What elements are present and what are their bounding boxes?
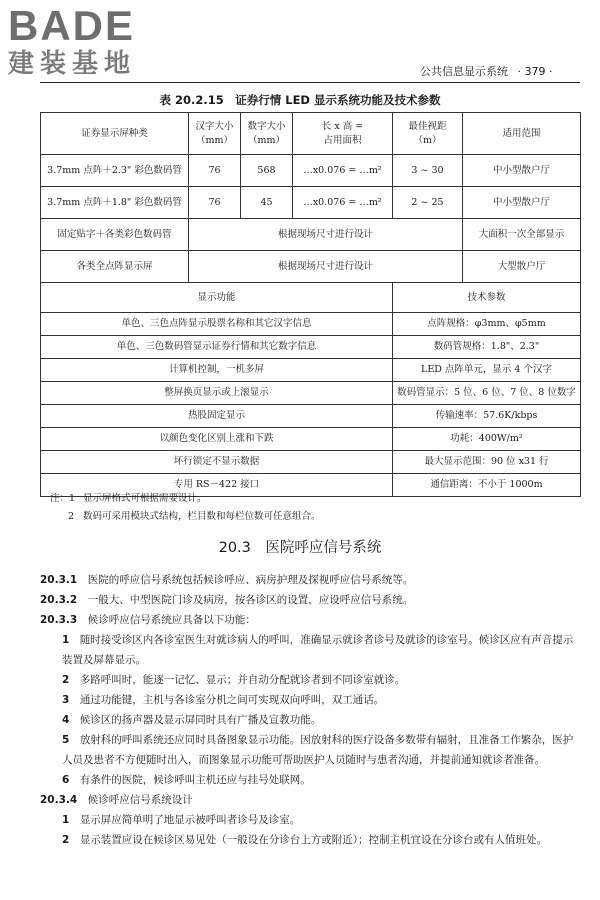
item-number: 5 [62, 734, 70, 746]
cell: 固定贴字＋各类彩色数码管 [41, 219, 189, 251]
section-title: 20.3 医院呼应信号系统 [218, 540, 382, 556]
section-body [40, 570, 580, 850]
logo [8, 4, 178, 80]
tech-header: 技术参数 [393, 283, 581, 313]
tech-cell: 最大显示范围：90 位 x31 行 [393, 451, 581, 474]
item-number: 3 [62, 694, 70, 706]
item-number: 6 [62, 774, 70, 786]
th-distance: 最佳视距 （m） [393, 113, 463, 155]
cell: …x0.076 = …m² [293, 187, 393, 219]
function-cell: 坏行锁定不显示数据 [41, 451, 393, 474]
function-header: 显示功能 [41, 283, 393, 313]
cell: 3 ~ 30 [393, 155, 463, 187]
note-text: 显示屏格式可根据需要设计。 [83, 493, 207, 504]
table-row [41, 155, 581, 187]
clause-text: 医院的呼应信号系统包括候诊呼应、病房护理及探视呼应信号系统等。 [87, 574, 414, 586]
th-area: 长 x 高 = 占用面积 [293, 113, 393, 155]
logo-cn: 建装基地 [8, 49, 137, 79]
function-header-row [41, 283, 581, 313]
cell: 3.7mm 点阵＋1.8" 彩色数码管 [41, 187, 189, 219]
table-row [41, 313, 581, 336]
function-cell: 计算机控制，一机多屏 [41, 359, 393, 382]
cell: 根据现场尺寸进行设计 [189, 219, 463, 251]
item-text: 显示装置应设在候诊区易见处（一般设在分诊台上方或附近）；控制主机宜设在分诊台或有人值班处。 [79, 834, 548, 846]
cell: 45 [241, 187, 293, 219]
clause-item [40, 730, 580, 770]
table-notes [50, 490, 321, 526]
item-text: 通过功能键，主机与各诊室分机之间可实现双向呼叫，双工通话。 [79, 694, 385, 706]
clause-item [40, 630, 580, 670]
item-number: 2 [62, 674, 70, 686]
cell: 大型散户厅 [463, 251, 581, 283]
item-text: 显示屏应简单明了地显示被呼叫者诊号及诊室。 [79, 814, 301, 826]
tech-cell: 功耗：400W/m² [393, 428, 581, 451]
cell: 根据现场尺寸进行设计 [189, 251, 463, 283]
item-text: 候诊区的扬声器及显示屏同时具有广播及宣教功能。 [79, 714, 322, 726]
function-cell: 以颜色变化区别上涨和下跌 [41, 428, 393, 451]
cell: 中小型散户厅 [463, 155, 581, 187]
clause-item [40, 690, 580, 710]
tech-cell: 传输速率：57.6K/kbps [393, 405, 581, 428]
tech-cell: 数码管显示：5 位、6 位、7 位、8 位数字 [393, 382, 581, 405]
tech-cell: 点阵规格：φ3mm、φ5mm [393, 313, 581, 336]
table-row [41, 382, 581, 405]
function-cell: 单色、三色点阵显示股票名称和其它汉字信息 [41, 313, 393, 336]
item-text: 多路呼叫时，能逐一记忆、显示；并自动分配就诊者到不同诊室就诊。 [79, 674, 406, 686]
th-type: 证券显示屏种类 [41, 113, 189, 155]
item-number: 2 [62, 834, 70, 846]
tech-cell: 通信距离：不小于 1000m [393, 474, 581, 497]
note-item [50, 508, 321, 526]
th-digit: 数字大小 （mm） [241, 113, 293, 155]
clause-number: 20.3.1 [40, 574, 78, 586]
function-cell: 专用 RS－422 接口 [41, 474, 393, 497]
table-row [41, 336, 581, 359]
clause-text: 候诊呼应信号系统设计 [87, 794, 193, 806]
tech-cell: 数码管规格：1.8"、2.3" [393, 336, 581, 359]
parameter-table [40, 112, 581, 497]
cell: 中小型散户厅 [463, 187, 581, 219]
clause-text: 候诊呼应信号系统应具备以下功能： [87, 614, 256, 626]
table-row [41, 451, 581, 474]
function-cell: 单色、三色数码管显示证券行情和其它数字信息 [41, 336, 393, 359]
cell: 568 [241, 155, 293, 187]
cell: …x0.076 = …m² [293, 155, 393, 187]
logo-brand: BADE [8, 2, 136, 49]
clause [40, 790, 580, 810]
table-caption: 表 20.2.15 证券行情 LED 显示系统功能及技术参数 [159, 93, 441, 107]
cell: 3.7mm 点阵＋2.3" 彩色数码管 [41, 155, 189, 187]
item-text: 随时接受诊区内各诊室医生对就诊病人的呼叫，准确显示就诊者诊号及就诊的诊室号。候诊区应有声音提示装置及屏幕显示。 [62, 634, 574, 666]
cell: 76 [189, 187, 241, 219]
clause [40, 610, 580, 630]
clause-number: 20.3.2 [40, 594, 78, 606]
item-number: 1 [62, 814, 70, 826]
tech-cell: LED 点阵单元，显示 4 个汉字 [393, 359, 581, 382]
th-hanzi: 汉字大小 （mm） [189, 113, 241, 155]
cell: 2 ~ 25 [393, 187, 463, 219]
clause-item [40, 830, 580, 850]
table-row [41, 428, 581, 451]
table-header-row [41, 113, 581, 155]
table-row [41, 251, 581, 283]
note-label: 注：1 [50, 493, 76, 504]
table-row [41, 359, 581, 382]
cell: 76 [189, 155, 241, 187]
running-header [420, 63, 552, 79]
table-row [41, 405, 581, 428]
note-label: 2 [67, 511, 74, 522]
clause-item [40, 770, 580, 790]
table-row [41, 187, 581, 219]
clause-item [40, 670, 580, 690]
clause-text: 一般大、中型医院门诊及病房，按各诊区的设置，应设呼应信号系统。 [87, 594, 414, 606]
item-number: 1 [62, 634, 70, 646]
header-section: 公共信息显示系统 [420, 65, 508, 78]
clause-item [40, 810, 580, 830]
cell: 大面积一次全部显示 [463, 219, 581, 251]
th-scope: 适用范围 [463, 113, 581, 155]
header-page: · 379 · [517, 65, 553, 78]
clause [40, 590, 580, 610]
function-cell: 整屏换页显示或上滚显示 [41, 382, 393, 405]
item-text: 放射科的呼叫系统还应同时具备图象显示功能。因放射科的医疗设备多数带有辐射，且准备工作繁杂，医护人员及患者不方便随时出入，而图象显示功能可帮助医护人员随时与患者沟通，并提前通知就诊者准备。 [62, 734, 574, 766]
cell: 各类全点阵显示屏 [41, 251, 189, 283]
item-text: 有条件的医院，候诊呼叫主机还应与挂号处联网。 [79, 774, 311, 786]
clause-item [40, 710, 580, 730]
clause-number: 20.3.3 [40, 614, 78, 626]
note-text: 数码可采用模块式结构，栏目数和每栏位数可任意组合。 [83, 511, 321, 522]
item-number: 4 [62, 714, 70, 726]
function-cell: 热股固定显示 [41, 405, 393, 428]
clause-number: 20.3.4 [40, 794, 78, 806]
table-row [41, 219, 581, 251]
header-rule [40, 82, 580, 83]
clause [40, 570, 580, 590]
note-item [50, 490, 321, 508]
